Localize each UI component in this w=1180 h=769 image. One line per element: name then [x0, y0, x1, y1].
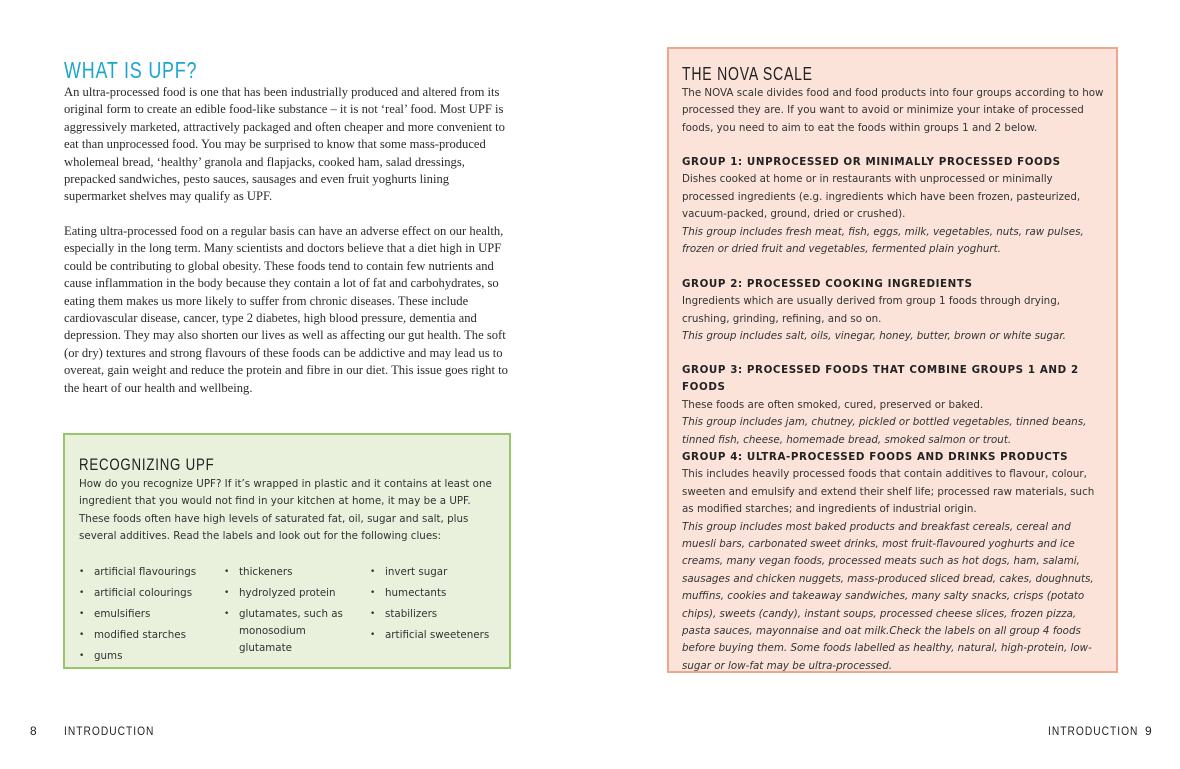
running-head-right: INTRODUCTION: [1048, 724, 1139, 738]
group-3-description: These foods are often smoked, cured, preserved or baked.: [682, 398, 984, 411]
clue-item: • modified starches: [79, 627, 219, 644]
recognizing-upf-text: How do you recognize UPF? If it’s wrapped in plastic and it contains at least one ingredient that you would not find in your kitchen at home, it may be a UPF. These foods often have high levels of saturated fat, oil, sugar and salt, plus several additives. Read the labels and look out for the following clues:: [79, 478, 492, 543]
group-2-description: Ingredients which are usually derived from group 1 foods through drying, crushing, grinding, refining, and so on.: [682, 295, 1061, 325]
recognizing-upf-box: [63, 433, 511, 669]
group-1-title: GROUP 1: UNPROCESSED OR MINIMALLY PROCESSED FOODS: [682, 156, 1061, 168]
group-1-examples: This group includes fresh meat, fish, eggs, milk, vegetables, nuts, raw pulses, frozen or dried fruit and vegetables, fermented plain yoghurt.: [682, 225, 1084, 256]
group-2-title: GROUP 2: PROCESSED COOKING INGREDIENTS: [682, 278, 973, 290]
clue-item: • invert sugar: [370, 564, 510, 581]
recognizing-upf-title: RECOGNIZING UPF: [79, 455, 215, 474]
clue-item: • artificial sweeteners: [370, 627, 510, 644]
nova-group-1: [682, 154, 1107, 258]
group-4-title: GROUP 4: ULTRA-PROCESSED FOODS AND DRINKS PRODUCTS: [682, 451, 1069, 463]
nova-scale-title: THE NOVA SCALE: [682, 64, 813, 84]
nova-group-2: [682, 276, 1107, 346]
clues-list-column-3: [370, 564, 510, 648]
group-4-note: Check the labels on all group 4 foods before buying them. Some foods labelled as healthy, natural, high-protein, low-sugar or low-fat may be ultra-processed.: [682, 625, 1092, 672]
page-number-left: 8: [30, 724, 38, 738]
clue-item: • artificial flavourings: [79, 564, 219, 581]
clue-item: • humectants: [370, 585, 510, 602]
clues-list-column-1: [79, 564, 219, 669]
nova-scale-box: [667, 47, 1118, 673]
group-1-description: Dishes cooked at home or in restaurants with unprocessed or minimally processed ingredients (e.g. ingredients which have been frozen, pasteurized, vacuum-packed, ground, dried or crushed).: [682, 173, 1081, 221]
clue-item: • stabilizers: [370, 606, 510, 623]
clue-item: • thickeners: [224, 564, 364, 581]
clue-item: • hydrolyzed protein: [224, 585, 364, 602]
clue-item: • gums: [79, 648, 219, 665]
group-2-examples: This group includes salt, oils, vinegar, honey, butter, brown or white sugar.: [682, 330, 1066, 343]
intro-paragraph: An ultra-processed food is one that has been industrially produced and altered from its original form to create an edible food-like substance – it is not ‘real’ food. Most UPF is aggressively marketed, attractively packaged and often cheaper and more convenient to eat than unprocessed food. You may be surprised to know that some mass-produced wholemeal bread, ‘healthy’ granola and flapjacks, cooked ham, salad dressings, prepacked sandwiches, pesto sauces, sausages and even fruit yoghurts lining supermarket shelves may qualify as UPF.: [64, 85, 505, 204]
group-3-title: GROUP 3: PROCESSED FOODS THAT COMBINE GROUPS 1 AND 2 FOODS: [682, 364, 1079, 394]
clue-item: • glutamates, such as monosodium glutamate: [224, 606, 344, 657]
running-head-left: INTRODUCTION: [64, 724, 155, 738]
page-title: WHAT IS UPF?: [64, 57, 198, 83]
clue-item: • artificial colourings: [79, 585, 219, 602]
health-effects-paragraph: Eating ultra-processed food on a regular basis can have an adverse effect on our health, especially in the long term. Many scientists and doctors believe that a diet high in UPF could be contributing to global obesity. These foods tend to contain few nutrients and cause inflammation in the body because they contain a lot of fat and carbohydrates, so eating them makes us more likely to suffer from chronic diseases. These include cardiovascular disease, cancer, type 2 diabetes, high blood pressure, dementia and depression. They may also shorten our lives as well as affecting our gut health. The soft (or dry) textures and strong flavours of these foods can be addictive and may lead us to overeat, gain weight and reduce the protein and fibre in our diet. This issue goes right to the heart of our health and wellbeing.: [64, 224, 508, 395]
nova-intro: [682, 85, 1107, 137]
group-4-examples-and-note: [682, 519, 1107, 676]
group-4-examples: This group includes most baked products and breakfast cereals, cereal and muesli bars, carbonated sweet drinks, most fruit-flavoured yoghurts and ice creams, many vegan foods, processed meats such as hot dogs, ham, salami, sausages and chicken nuggets, mass-produced sliced bread, cakes, doughnuts, muffins, cookies and takeaway sandwiches, many salty snacks, crisps (potato chips), sweets (candy), instant soups, processed cheese slices, frozen pizza, pasta sauces, mayonnaise and oat milk.: [682, 520, 1094, 638]
nova-intro-text: The NOVA scale divides food and food products into four groups according to how processed they are. If you want to avoid or minimize your intake of processed foods, you need to aim to eat the foods within groups 1 and 2 below.: [682, 87, 1104, 134]
clues-list-column-2: [224, 564, 364, 661]
clue-item: • emulsifiers: [79, 606, 219, 623]
nova-group-3: [682, 362, 1107, 449]
nova-group-4: [682, 449, 1107, 675]
page-number-right: 9: [1145, 724, 1153, 738]
group-3-examples: This group includes jam, chutney, pickled or bottled vegetables, tinned beans, tinned fish, cheese, homemade bread, smoked salmon or trout.: [682, 416, 1087, 446]
group-4-description: This includes heavily processed foods that contain additives to flavour, colour, sweeten and emulsify and extend their shelf life; processed raw materials, such as modified starches; and ingredients of industrial origin.: [682, 468, 1095, 516]
